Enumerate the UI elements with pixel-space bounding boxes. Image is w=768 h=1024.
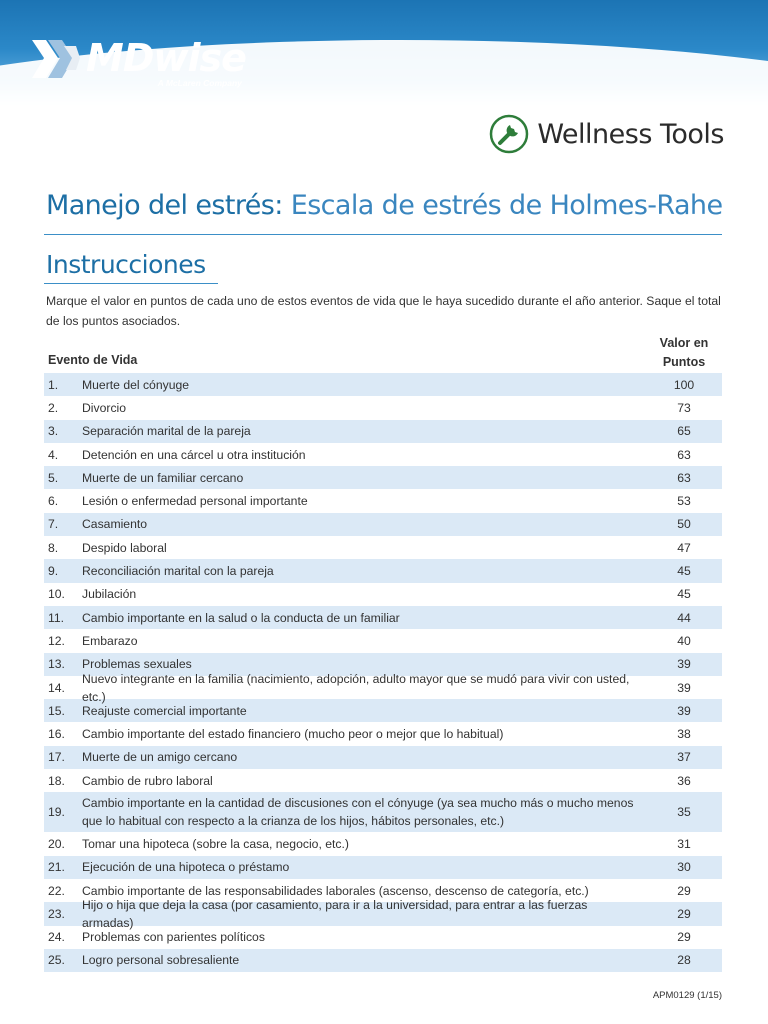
brand-logo <box>28 36 246 88</box>
page-title <box>46 190 722 221</box>
column-header-points-line2: Puntos <box>662 355 706 369</box>
table-row <box>44 856 722 879</box>
table-row <box>44 466 722 489</box>
row-number: 22. <box>48 883 65 898</box>
instructions-text: Marque el valor en puntos de cada uno de estos eventos de vida que le haya sucedido durante el año anterior. Saque el total de los puntos asociados. <box>46 294 721 328</box>
row-event: Logro personal sobresaliente <box>82 953 240 968</box>
row-points: 39 <box>677 703 691 718</box>
row-points: 35 <box>677 805 691 820</box>
row-event: Tomar una hipoteca (sobre la casa, negocio, etc.) <box>82 836 349 851</box>
row-points: 37 <box>677 750 691 765</box>
row-points: 40 <box>677 633 691 648</box>
row-event: Detención en una cárcel u otra institución <box>82 447 306 462</box>
row-points: 100 <box>673 377 695 392</box>
row-points: 38 <box>677 727 691 742</box>
wellness-tools-badge <box>489 114 724 154</box>
row-points: 53 <box>677 494 691 509</box>
table-row <box>44 792 722 832</box>
row-points: 39 <box>677 680 691 695</box>
row-event: Cambio importante del estado financiero (mucho peor o mejor que lo habitual) <box>82 727 504 742</box>
row-number: 25. <box>48 953 65 968</box>
row-event: Separación marital de la pareja <box>82 424 251 439</box>
row-points: 63 <box>677 470 691 485</box>
mdwise-logo-icon <box>28 36 82 82</box>
row-number: 10. <box>48 587 65 602</box>
row-number: 4. <box>48 447 59 462</box>
page-title-strong: Manejo del estrés: <box>46 190 283 221</box>
row-number: 9. <box>48 564 59 579</box>
row-points: 30 <box>677 860 691 875</box>
brand-name: MDwise <box>86 36 246 80</box>
row-points: 29 <box>677 906 691 921</box>
row-event: Muerte de un amigo cercano <box>82 750 238 765</box>
row-points: 44 <box>677 610 691 625</box>
row-event: Hijo o hija que deja la casa (por casamiento, para ir a la universidad, para entrar a las fuerzas armadas) <box>82 897 588 930</box>
table-row <box>44 746 722 769</box>
row-points: 63 <box>677 447 691 462</box>
row-number: 6. <box>48 494 59 509</box>
section-title: Instrucciones <box>46 250 206 279</box>
row-event: Cambio importante en la cantidad de discusiones con el cónyuge (ya sea mucho más o mucho menos que lo habitual con respecto a la crianza de los hijos, hábitos personales, etc.) <box>82 796 634 829</box>
row-number: 5. <box>48 470 59 485</box>
row-points: 28 <box>677 953 691 968</box>
row-number: 13. <box>48 657 65 672</box>
row-event: Embarazo <box>82 633 138 648</box>
row-points: 39 <box>677 657 691 672</box>
row-event: Problemas sexuales <box>82 657 192 672</box>
row-number: 1. <box>48 377 59 392</box>
row-event: Lesión o enfermedad personal importante <box>82 494 308 509</box>
table-row <box>44 897 722 930</box>
table-row <box>44 769 722 792</box>
wellness-tools-label: Wellness Tools <box>537 118 724 150</box>
row-event: Muerte de un familiar cercano <box>82 470 244 485</box>
row-number: 17. <box>48 750 65 765</box>
row-points: 45 <box>677 587 691 602</box>
table-row <box>44 671 722 704</box>
table-row <box>44 629 722 652</box>
row-event: Cambio importante de las responsabilidades laborales (ascenso, descenso de categoría, etc.) <box>82 883 589 898</box>
row-number: 3. <box>48 424 59 439</box>
row-number: 21. <box>48 860 65 875</box>
document-code: APM0129 (1/15) <box>652 990 722 1001</box>
row-event: Problemas con parientes políticos <box>82 930 265 945</box>
row-event: Jubilación <box>82 587 137 602</box>
page-title-light: Escala de estrés de Holmes-Rahe <box>290 190 723 221</box>
row-points: 29 <box>677 883 691 898</box>
row-number: 20. <box>48 836 65 851</box>
table-row <box>44 722 722 745</box>
row-event: Cambio de rubro laboral <box>82 773 213 788</box>
wrench-circle-icon <box>489 114 529 154</box>
row-number: 18. <box>48 773 65 788</box>
row-points: 29 <box>677 930 691 945</box>
section-divider <box>44 283 218 284</box>
row-event: Divorcio <box>82 400 127 415</box>
row-number: 15. <box>48 703 65 718</box>
row-number: 19. <box>48 805 65 820</box>
table-row <box>44 606 722 629</box>
row-event: Reconciliación marital con la pareja <box>82 564 274 579</box>
column-header-points <box>646 334 722 372</box>
table-row <box>44 832 722 855</box>
row-points: 50 <box>677 517 691 532</box>
row-number: 16. <box>48 727 65 742</box>
table-row <box>44 396 722 419</box>
row-number: 12. <box>48 633 65 648</box>
table-row <box>44 443 722 466</box>
row-event: Muerte del cónyuge <box>82 377 190 392</box>
row-points: 73 <box>677 400 691 415</box>
row-number: 23. <box>48 906 65 921</box>
row-event: Despido laboral <box>82 540 167 555</box>
table-row <box>44 420 722 443</box>
table-row <box>44 513 722 536</box>
row-number: 2. <box>48 400 59 415</box>
table-row <box>44 489 722 512</box>
row-event: Ejecución de una hipoteca o préstamo <box>82 860 290 875</box>
table-row <box>44 373 722 396</box>
row-event: Cambio importante en la salud o la conducta de un familiar <box>82 610 400 625</box>
row-points: 31 <box>677 836 691 851</box>
row-number: 14. <box>48 680 65 695</box>
row-points: 36 <box>677 773 691 788</box>
row-number: 24. <box>48 930 65 945</box>
table-row <box>44 699 722 722</box>
column-header-points-line1: Valor en <box>659 336 709 350</box>
row-points: 47 <box>677 540 691 555</box>
row-number: 8. <box>48 540 59 555</box>
table-row <box>44 926 722 949</box>
table-row <box>44 583 722 606</box>
row-number: 11. <box>48 610 65 625</box>
table-row <box>44 559 722 582</box>
title-divider <box>44 234 722 235</box>
row-number: 7. <box>48 517 59 532</box>
row-event: Nuevo integrante en la familia (nacimiento, adopción, adulto mayor que se mudó para vivir con usted, etc.) <box>82 671 630 704</box>
brand-tagline: A McLaren Company <box>157 78 242 88</box>
life-events-table <box>44 373 722 972</box>
table-row <box>44 536 722 559</box>
table-row <box>44 949 722 972</box>
row-points: 65 <box>677 424 691 439</box>
row-event: Casamiento <box>82 517 148 532</box>
row-event: Reajuste comercial importante <box>82 703 247 718</box>
row-points: 45 <box>677 564 691 579</box>
column-header-event: Evento de Vida <box>48 353 138 367</box>
